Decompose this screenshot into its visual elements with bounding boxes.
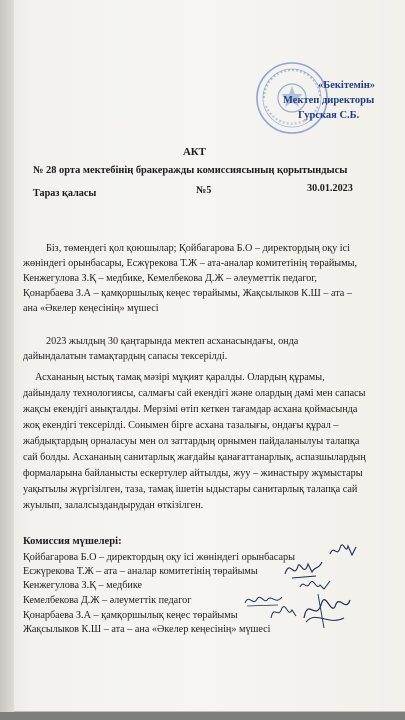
- commission-member: Кенжегулова З.Қ – медбике: [23, 580, 143, 591]
- paragraph-line: дайындалу технологиясы, салмағы сай екендігі және олардың дәмі мен сапасы: [23, 388, 366, 399]
- paragraph-line: Біз, төмендегі қол қоюшылар; Қойбагарова Б.О – директордың оқу ісі: [46, 243, 350, 254]
- paragraph-line: жабдықтардың орналасуы мен ол заттардың орнымен пайдаланылуы талапқа: [23, 436, 360, 447]
- signature-koibagarova: [328, 540, 358, 562]
- paragraph-line: уақытылы жүргізілген, таза, тамақ ішетін ыдыстары санитарлық талапқа сай: [23, 484, 358, 495]
- paragraph-line: Асхананың ыстық тамақ мәзірі мұқият қаралды. Олардың құрамы,: [35, 372, 325, 383]
- commission-heading: Комиссия мүшелері:: [23, 536, 122, 547]
- scan-background-strip: [0, 712, 405, 720]
- paragraph-line: жуылып, залалсыздандырудан өткізілген.: [23, 500, 204, 511]
- paragraph-line: жөніндегі орынбасары, Есжүрекова Т.Ж – ата-аналар комитетінің төрайымы,: [23, 258, 357, 269]
- paragraph-line: жоқ екендігі тексерілді. Сонымен бірге асхана тазалығы, ондағы құрал –: [23, 420, 339, 431]
- approval-name: Гурская С.Б.: [298, 110, 360, 121]
- act-number: №5: [196, 185, 212, 196]
- approval-stamp-text: «Бекітемін»: [318, 80, 376, 91]
- document-type-title: АКТ: [183, 146, 206, 158]
- paragraph-line: Қонарбаева З.А – қамқоршылық кеңес төрайымы, Жақсылыков К.Ш – ата –: [23, 288, 352, 299]
- commission-member: Жақсылыков К.Ш – ата – ана «Әкелер кеңесінің» мүшесі: [23, 624, 271, 635]
- paragraph-line: ана «Әкелер кеңесінің» мүшесі: [23, 303, 159, 314]
- signature-konarbaeva: [268, 600, 298, 624]
- paragraph-line: жақсы екендігі анықталды. Мерзімі өтіп кеткен тағамдар асхана қоймасында: [23, 404, 358, 415]
- paragraph-line: формаларына байланысты ескертулер айтылды, жуу – жинастыру жұмыстары: [23, 468, 363, 479]
- city-label: Тараз қаласы: [33, 188, 97, 199]
- paragraph-line: сай болды. Асхананың санитарлық жағдайы қанағаттанарлық, аспазшылардың: [23, 452, 366, 463]
- commission-member: Кемелбекова Д.Ж – әлеуметтік педагог: [23, 595, 192, 606]
- act-date: 30.01.2023: [307, 183, 353, 194]
- commission-title: № 28 орта мектебінің бракеражды комиссиясының қорытындысы: [33, 165, 348, 176]
- commission-member: Есжүрекова Т.Ж – ата – аналар комитетінің төрайымы: [23, 566, 258, 577]
- page-fold-shadow: [0, 0, 14, 712]
- signature-zhaksylykov: [298, 588, 352, 630]
- paragraph-line: Кенжегулова З.Қ – медбике, Кемелбекова Д.Ж – әлеуметтік педагог,: [23, 273, 317, 284]
- commission-member: Қонарбаева З.А – қамқоршылық кеңес төрайымы: [23, 610, 238, 621]
- commission-member: Қойбагарова Б.О – директордың оқу ісі жөніндегі орынбасары: [23, 552, 295, 563]
- approval-position: Мектеп директоры: [283, 95, 375, 106]
- paragraph-line: дайындалатын тамақтардың сапасы тексерілді.: [23, 351, 228, 362]
- paragraph-line: 2023 жылдың 30 қаңтарында мектеп асханасындағы, онда: [46, 336, 299, 347]
